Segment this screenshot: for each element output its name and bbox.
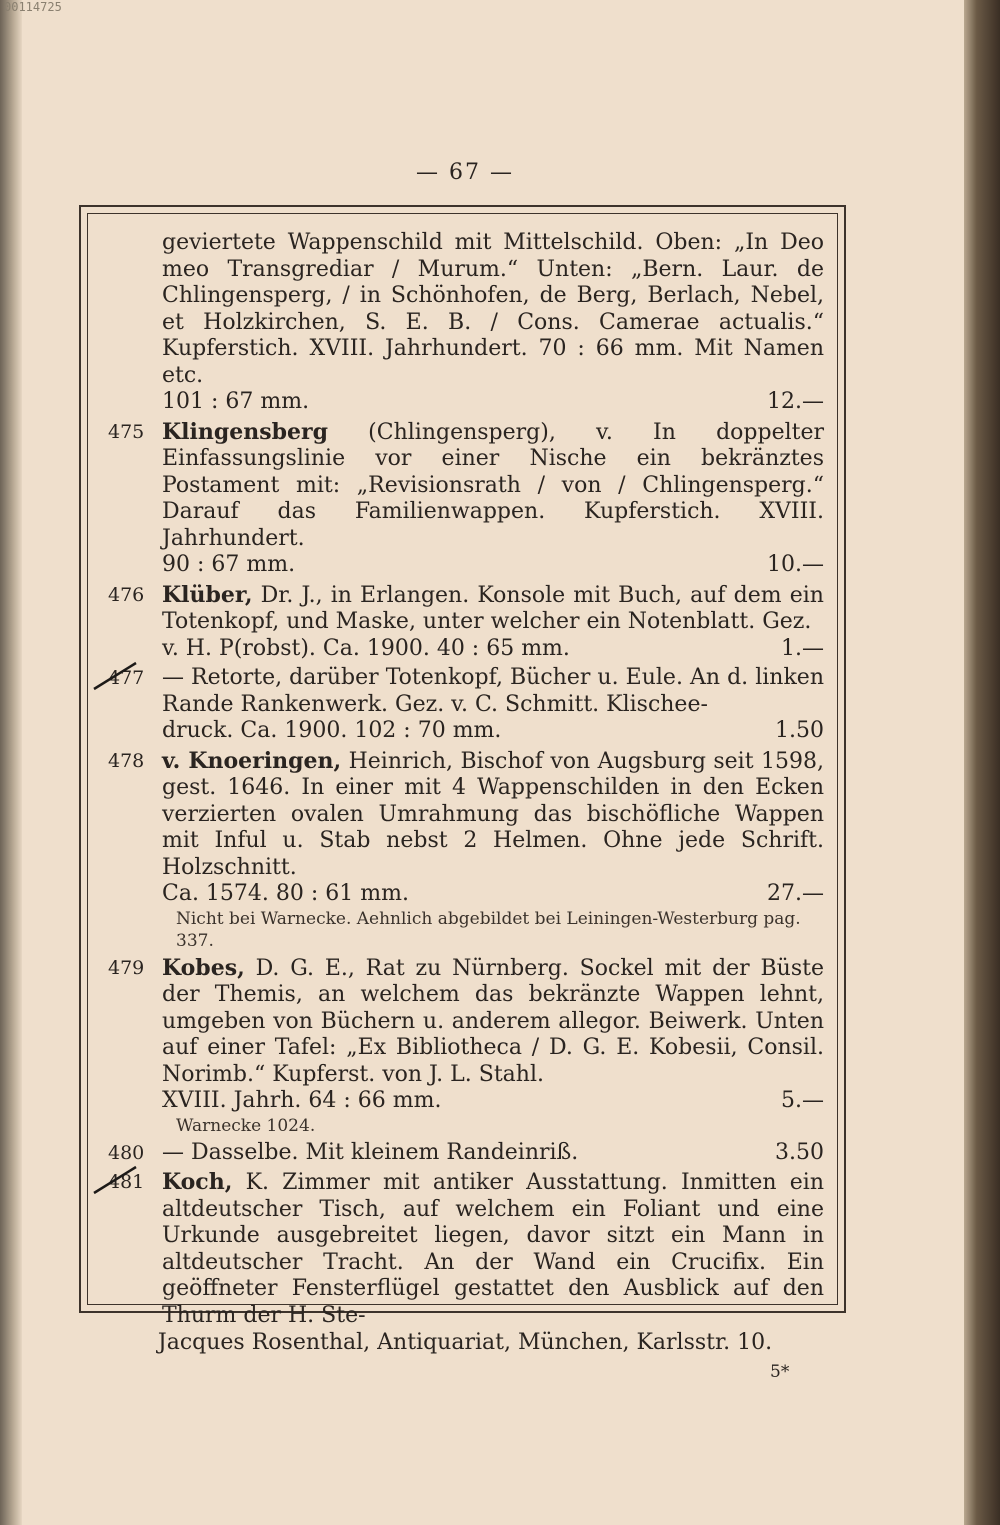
entry-note: Nicht bei Warnecke. Aehnlich abgebildet bei Leiningen-Westerburg pag. 337. — [176, 908, 801, 951]
entry-text — [162, 665, 824, 718]
entry-last-line — [162, 389, 824, 416]
entry-price: 12.— — [767, 389, 824, 414]
pencil-strike-mark — [92, 1165, 138, 1195]
entry-number: 478 — [108, 749, 145, 772]
entry-name: Kobes, — [162, 954, 245, 981]
catalog-entry — [108, 1169, 824, 1329]
entry-price: 10.— — [767, 552, 824, 577]
catalog-entry — [108, 419, 824, 579]
entry-number: 476 — [108, 583, 145, 606]
entry-description: K. Zimmer mit antiker Ausstattung. Inmitten ein altdeutscher Tisch, auf welchem ein Foliant und eine Urkunde ausgebreitet liegen, davor sitzt ein Mann in altdeutscher Tracht. An der Wand ein Crucifix. Ein geöffneter Fensterflügel gestattet den Ausblick auf den Thurm der H. Ste- — [162, 1170, 824, 1328]
catalog-entry — [108, 665, 824, 745]
pencil-strike-mark — [92, 661, 138, 691]
entry-dimensions: v. H. P(robst). Ca. 1900. 40 : 65 mm. — [162, 635, 570, 661]
entry-text — [162, 1169, 824, 1329]
entry-last-line — [162, 1140, 824, 1167]
book-cover-edge-right — [964, 0, 1000, 1525]
entry-text — [162, 748, 824, 882]
entry-description: Dr. J., in Erlangen. Konsole mit Buch, auf dem ein Totenkopf, und Maske, unter welcher ein Notenblatt. Gez. — [162, 582, 824, 634]
entry-dimensions: XVIII. Jahrh. 64 : 66 mm. — [162, 1088, 442, 1113]
entry-price: 5.— — [781, 1088, 824, 1113]
book-spine-left — [0, 0, 22, 1525]
entry-note: Warnecke 1024. — [176, 1115, 316, 1136]
entry-dimensions: 101 : 67 mm. — [162, 389, 310, 414]
entry-description: — Dasselbe. Mit kleinem Randeinriß. — [162, 1139, 579, 1165]
entry-name: Klingensberg — [162, 418, 328, 445]
entry-number: 480 — [108, 1141, 145, 1164]
entry-description: (Chlingensperg), v. In doppelter Einfassungslinie vor einer Nische ein bekränztes Postament mit: „Revisionsrath / von / Chlingensperg.“ Darauf das Familienwappen. Kupferstich. XVIII. Jahrhundert. — [162, 419, 824, 551]
entry-last-line — [162, 636, 824, 663]
entry-dimensions: 90 : 67 mm. — [162, 552, 296, 577]
publisher-footer: Jacques Rosenthal, Antiquariat, München, Karlsstr. 10. — [157, 1330, 773, 1355]
catalog-entry-continuation — [108, 230, 824, 416]
entry-name: Klüber, — [162, 581, 253, 608]
entry-price: 27.— — [767, 881, 824, 906]
entry-description: — Retorte, darüber Totenkopf, Bücher u. Eule. An d. linken Rande Rankenwerk. Gez. v. C. Schmitt. Klischee- — [162, 665, 824, 717]
signature-mark: 5* — [770, 1362, 790, 1382]
entry-last-line — [162, 1088, 824, 1115]
entry-number: 479 — [108, 956, 145, 979]
entry-number: 481 — [108, 1171, 145, 1193]
catalog-entry — [108, 955, 824, 1137]
entry-number: 477 — [108, 667, 145, 689]
entry-name: Koch, — [162, 1169, 233, 1195]
catalog-list — [108, 230, 824, 1332]
entry-price: 1.— — [781, 635, 824, 661]
entry-last-line — [162, 881, 824, 908]
entry-text — [162, 582, 824, 636]
entry-price: 1.50 — [775, 718, 824, 743]
scan-id: 00114725 — [4, 0, 62, 14]
entry-description: Heinrich, Bischof von Augsburg seit 1598, gest. 1646. In einer mit 4 Wappenschilden in den Ecken verzierten ovalen Umrahmung das bischöfliche Wappen mit Inful u. Stab nebst 2 Helmen. Ohne jede Schrift. Holzschnitt. — [162, 748, 825, 880]
entry-name: v. Knoeringen, — [162, 747, 342, 774]
entry-last-line — [162, 552, 824, 579]
catalog-entry — [108, 582, 824, 663]
entry-number: 475 — [108, 420, 145, 443]
catalog-entry — [108, 1140, 824, 1167]
entry-last-line — [162, 718, 824, 745]
entry-dimensions: Ca. 1574. 80 : 61 mm. — [162, 881, 410, 906]
catalog-entry — [108, 748, 824, 952]
entry-description: D. G. E., Rat zu Nürnberg. Sockel mit der Büste der Themis, an welchem das bekränzte Wappen lehnt, umgeben von Büchern u. anderem allegor. Beiwerk. Unten auf einer Tafel: „Ex Bibliotheca / D. G. E. Kobesii, Consil. Norimb.“ Kupferst. von J. L. Stahl. — [162, 955, 824, 1087]
page-number: — 67 — — [416, 160, 514, 185]
entry-text — [162, 955, 824, 1089]
entry-price: 3.50 — [775, 1139, 824, 1165]
entry-text: geviertete Wappenschild mit Mittelschild. Oben: „In Deo meo Transgrediar / Murum.“ Unten: „Bern. Laur. de Chlingensperg, / in Schönhofen, de Berg, Berlach, Nebel, et Holzkirchen, S. E. B. / Cons. Camerae actualis.“ Kupferstich. XVIII. Jahrhundert. 70 : 66 mm. Mit Namen etc. — [162, 230, 824, 388]
entry-text — [162, 419, 824, 553]
entry-dimensions: druck. Ca. 1900. 102 : 70 mm. — [162, 718, 502, 743]
